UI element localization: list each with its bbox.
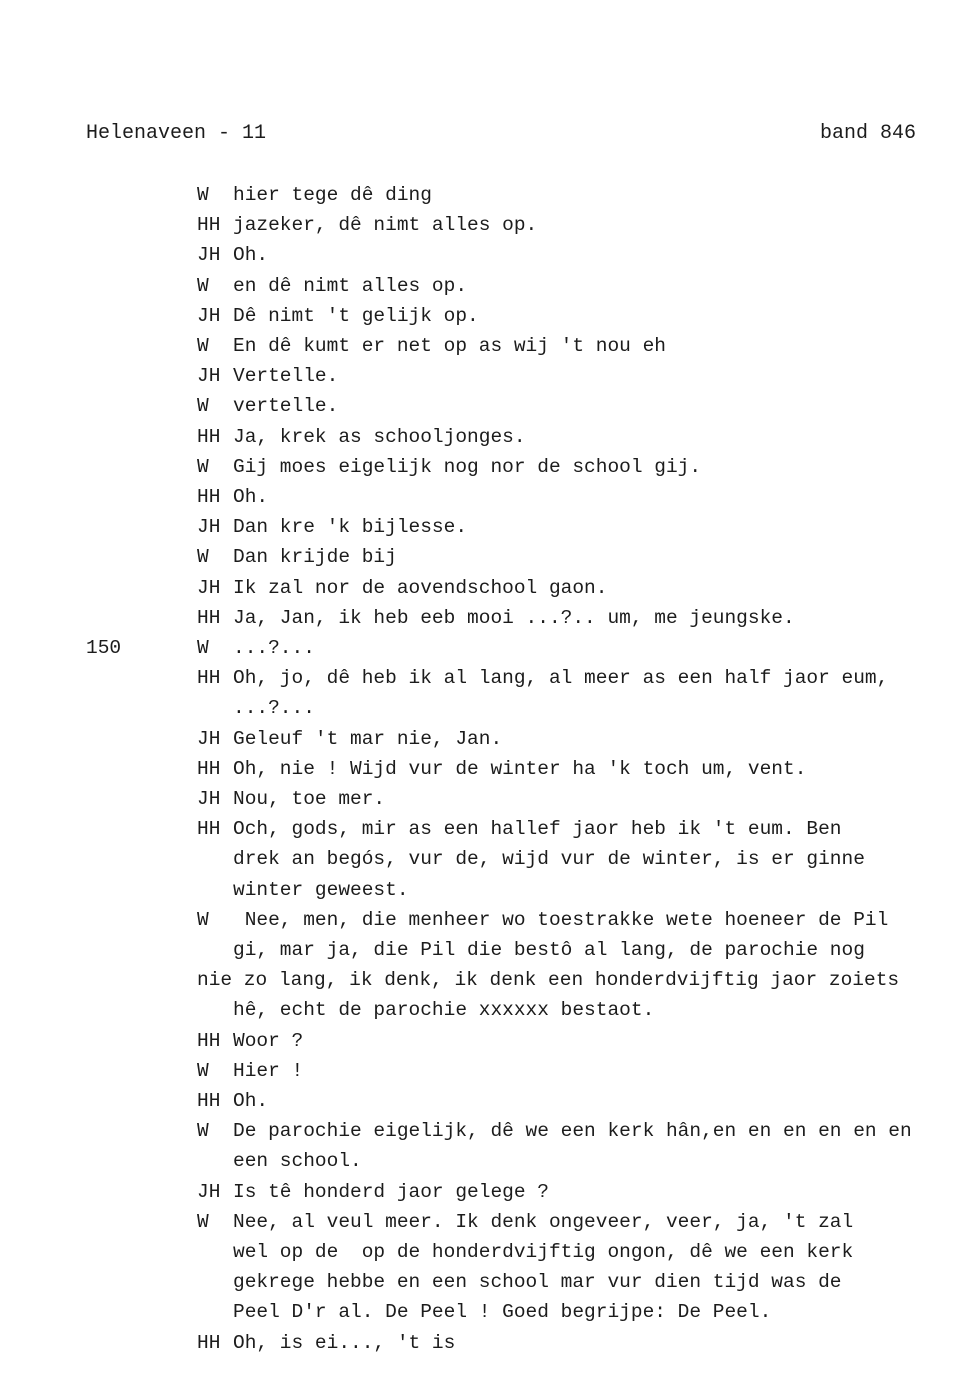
transcript-line: en dê nimt alles op. [233, 274, 468, 297]
transcript-line: nie zo lang, ik denk, ik denk een honderdvijftig jaor zoiets [197, 969, 900, 992]
transcript-line: hê, echt de parochie xxxxxx bestaot. [233, 999, 655, 1022]
transcript-line: Och, gods, mir as een hallef jaor heb ik 't eum. Ben [233, 818, 842, 841]
transcript-line: Gij moes eigelijk nog nor de school gij. [233, 455, 702, 478]
transcript-line: ...?... [233, 637, 315, 659]
transcript-line: Dê nimt 't gelijk op. [233, 304, 479, 327]
transcript-line: Oh, nie ! Wijd vur de winter ha 'k toch um, vent. [233, 757, 807, 780]
transcript-line: Oh. [233, 486, 269, 508]
page-header-title: Helenaveen - 11 [86, 122, 267, 145]
transcript-line: ...?... [233, 697, 315, 720]
speaker-label: JH [197, 365, 221, 388]
transcript-line: gi, mar ja, die Pil die bestô al lang, de parochie nog [233, 939, 865, 961]
transcript-line: een school. [233, 1150, 362, 1173]
transcript-line: Nee, men, die menheer wo toestrakke wete hoeneer de Pil [233, 908, 889, 931]
transcript-line: Nou, toe mer. [233, 788, 386, 810]
transcript-line: Is tê honderd jaor gelege ? [233, 1180, 549, 1203]
speaker-label: W [197, 455, 209, 478]
speaker-label: W [197, 184, 209, 206]
speaker-label: JH [197, 576, 221, 599]
speaker-label: JH [197, 304, 221, 327]
transcript-line: hier tege dê ding [233, 184, 432, 206]
speaker-label: W [197, 908, 209, 931]
speaker-label: JH [197, 788, 221, 810]
speaker-label: JH [197, 727, 221, 750]
transcript-line: Vertelle. [233, 365, 339, 388]
page-header-band: band 846 [820, 122, 917, 145]
transcript-line: Woor ? [233, 1029, 304, 1052]
speaker-label: HH [197, 425, 221, 448]
speaker-label: HH [197, 818, 221, 841]
speaker-label: W [197, 395, 209, 418]
transcript-line: drek an begós, vur de, wijd vur de winter, is er ginne [233, 848, 865, 871]
speaker-label: W [197, 1210, 209, 1233]
transcript-line: Oh. [233, 1090, 269, 1112]
transcript-line: Oh. [233, 244, 269, 267]
transcript-line: winter geweest. [233, 878, 409, 901]
transcript-line: Ja, Jan, ik heb eeb mooi ...?.. um, me jeungske. [233, 606, 795, 629]
speaker-label: W [197, 546, 209, 569]
speaker-label: W [197, 1059, 209, 1082]
speaker-label: HH [197, 1090, 221, 1112]
transcript-line: En dê kumt er net op as wij 't nou eh [233, 335, 666, 357]
transcript-line: Oh, is ei..., 't is [233, 1331, 456, 1354]
speaker-label: W [197, 637, 209, 659]
speaker-label: HH [197, 1331, 221, 1354]
speaker-label: JH [197, 244, 221, 267]
speaker-label: HH [197, 1029, 221, 1052]
speaker-label: HH [197, 667, 221, 690]
speaker-label: W [197, 335, 209, 357]
transcript-line: wel op de op de honderdvijftig ongon, dê we een kerk [233, 1241, 854, 1263]
speaker-label: W [197, 1120, 209, 1143]
transcript-line: Dan kre 'k bijlesse. [233, 516, 468, 539]
transcript-line: Hier ! [233, 1059, 304, 1082]
speaker-label: W [197, 274, 209, 297]
transcript-line: Ik zal nor de aovendschool gaon. [233, 576, 608, 599]
transcript-line: Dan krijde bij [233, 546, 397, 569]
speaker-label: HH [197, 486, 221, 508]
transcript-line: Oh, jo, dê heb ik al lang, al meer as een half jaor eum, [233, 667, 889, 690]
transcript-line: Peel D'r al. De Peel ! Goed begrijpe: De Peel. [233, 1301, 772, 1324]
speaker-label: HH [197, 757, 221, 780]
margin-line-number: 150 [86, 637, 122, 659]
speaker-label: HH [197, 606, 221, 629]
transcript-line: Geleuf 't mar nie, Jan. [233, 727, 503, 750]
transcript-line: gekrege hebbe en een school mar vur dien tijd was de [233, 1271, 842, 1294]
transcript-line: De parochie eigelijk, dê we een kerk hân,en en en en en en [233, 1120, 912, 1143]
transcript-line: Nee, al veul meer. Ik denk ongeveer, veer, ja, 't zal [233, 1210, 854, 1233]
transcript-line: Ja, krek as schooljonges. [233, 425, 526, 448]
transcript-line: jazeker, dê nimt alles op. [233, 214, 538, 237]
speaker-label: JH [197, 1180, 221, 1203]
transcript-line: vertelle. [233, 395, 339, 418]
speaker-label: JH [197, 516, 221, 539]
speaker-label: HH [197, 214, 221, 237]
